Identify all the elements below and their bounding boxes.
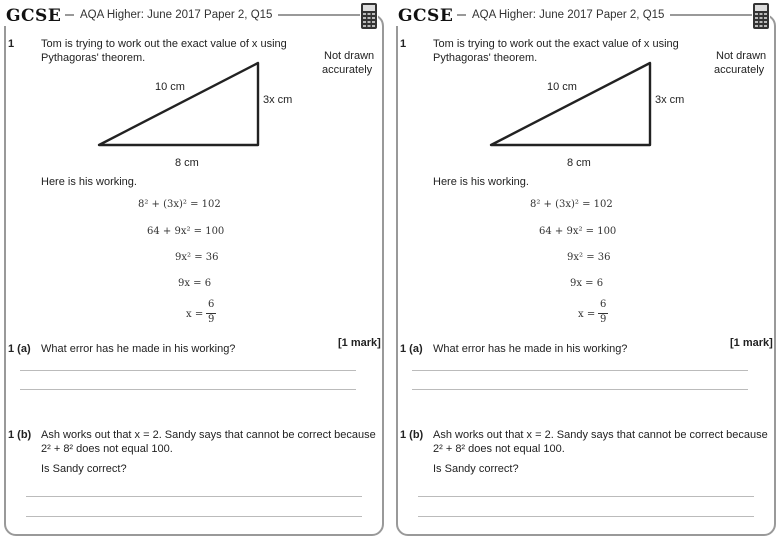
part-a-label: 1 (a)	[8, 343, 31, 355]
working-line-1: 8² + (3x)² = 102	[530, 199, 613, 210]
working-line-5: x =	[578, 309, 596, 320]
working-line-1: 8² + (3x)² = 102	[138, 199, 221, 210]
question-intro-line1: Tom is trying to work out the exact value of x using	[41, 38, 287, 50]
triangle-diagram	[488, 60, 658, 150]
part-b-line1: Ash works out that x = 2. Sandy says that cannot be correct because	[433, 429, 768, 441]
answer-line[interactable]	[412, 370, 748, 371]
question-number: 1	[8, 38, 15, 50]
working-line-2: 64 + 9x² = 100	[539, 226, 617, 237]
triangle-vertical-label: 3x cm	[263, 94, 293, 106]
question-number: 1	[400, 38, 407, 50]
working-intro: Here is his working.	[433, 176, 529, 188]
triangle-base-label: 8 cm	[175, 157, 199, 169]
accurately-note: accurately	[714, 64, 765, 76]
fraction-numerator: 6	[208, 299, 215, 310]
part-b-question: Is Sandy correct?	[433, 463, 519, 475]
answer-line[interactable]	[418, 496, 754, 497]
triangle-diagram	[96, 60, 266, 150]
fraction-denominator: 9	[600, 314, 607, 325]
not-drawn-note: Not drawn	[324, 50, 375, 62]
not-drawn-note: Not drawn	[716, 50, 767, 62]
answer-line[interactable]	[26, 496, 362, 497]
part-b-question: Is Sandy correct?	[41, 463, 127, 475]
triangle-hypotenuse-label: 10 cm	[155, 81, 185, 93]
part-b-label: 1 (b)	[400, 429, 424, 441]
working-line-4: 9x = 6	[178, 278, 212, 289]
part-b-line1: Ash works out that x = 2. Sandy says that cannot be correct because	[41, 429, 376, 441]
gcse-logo: GCSE	[396, 6, 457, 26]
part-a-question: What error has he made in his working?	[433, 343, 628, 355]
part-b-line2: 2² + 8² does not equal 100.	[433, 443, 565, 455]
working-line-2: 64 + 9x² = 100	[147, 226, 225, 237]
question-intro-line1: Tom is trying to work out the exact value of x using	[433, 38, 679, 50]
fraction-denominator: 9	[208, 314, 215, 325]
working-line-5: x =	[186, 309, 204, 320]
fraction-numerator: 6	[600, 299, 607, 310]
calculator-icon	[752, 2, 770, 30]
answer-line[interactable]	[20, 370, 356, 371]
part-a-label: 1 (a)	[400, 343, 423, 355]
part-a-question: What error has he made in his working?	[41, 343, 236, 355]
answer-line[interactable]	[418, 516, 754, 517]
working-line-3: 9x² = 36	[567, 252, 611, 263]
gcse-logo: GCSE	[4, 6, 65, 26]
part-a-marks: [1 mark]	[730, 337, 773, 349]
working-line-3: 9x² = 36	[175, 252, 219, 263]
worksheet-panel-right	[392, 0, 778, 538]
accurately-note: accurately	[322, 64, 373, 76]
working-line-4: 9x = 6	[570, 278, 604, 289]
answer-line[interactable]	[20, 389, 356, 390]
question-intro-line2: Pythagoras' theorem.	[41, 52, 146, 64]
calculator-icon	[360, 2, 378, 30]
part-b-line2: 2² + 8² does not equal 100.	[41, 443, 173, 455]
paper-title: AQA Higher: June 2017 Paper 2, Q15	[74, 9, 278, 21]
paper-title: AQA Higher: June 2017 Paper 2, Q15	[466, 9, 670, 21]
worksheet-panel-left	[0, 0, 386, 538]
header	[0, 0, 386, 30]
triangle-vertical-label: 3x cm	[655, 94, 685, 106]
triangle-hypotenuse-label: 10 cm	[547, 81, 577, 93]
header	[392, 0, 778, 30]
answer-line[interactable]	[412, 389, 748, 390]
working-intro: Here is his working.	[41, 176, 137, 188]
answer-line[interactable]	[26, 516, 362, 517]
triangle-base-label: 8 cm	[567, 157, 591, 169]
part-a-marks: [1 mark]	[338, 337, 381, 349]
question-intro-line2: Pythagoras' theorem.	[433, 52, 538, 64]
part-b-label: 1 (b)	[8, 429, 32, 441]
